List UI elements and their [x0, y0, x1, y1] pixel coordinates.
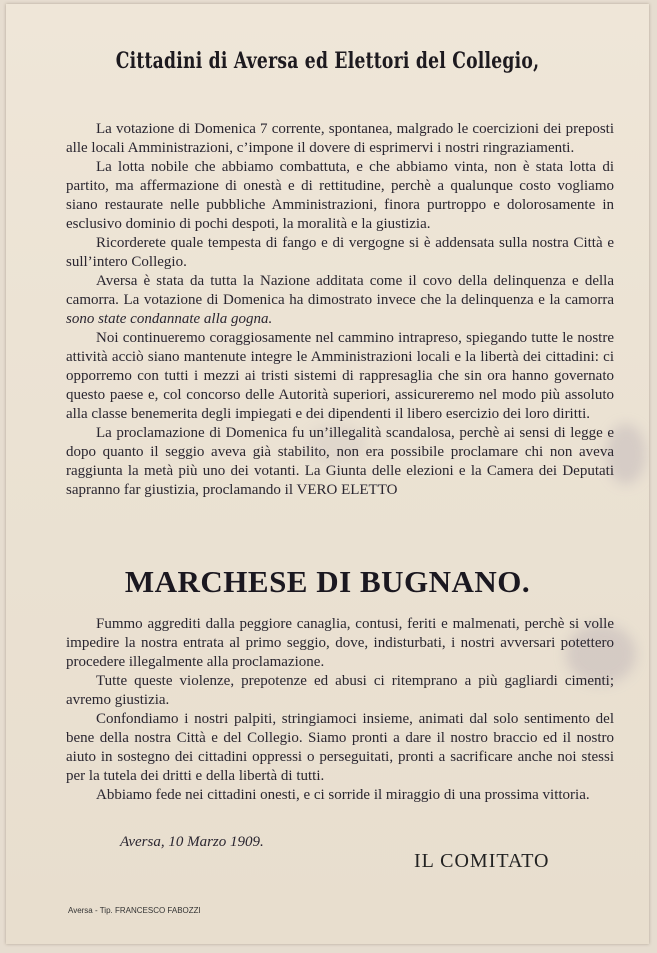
paragraph [66, 272, 614, 329]
paragraph: Noi continueremo coraggiosamente nel cammino intrapreso, spiegando tutte le nostre attività acciò siano mantenute integre le Amministrazioni locali e la libertà dei cittadini: ci opporremo con tutti i mezzi ai tristi sistemi di rappresaglia che sin ora hanno governato questo paese e, col concorso delle Autorità superiori, assicureremo nel modo più assoluto alla classe benemerita degli impiegati e dei dipendenti il libero esercizio dei loro diritti. [66, 330, 614, 422]
body-section-1 [66, 120, 614, 500]
paragraph: La proclamazione di Domenica fu un’illegalità scandalosa, perchè ai sensi di legge e dopo quanto il seggio aveva già stabilito, non era possibile proclamare chi non aveva raggiunta la metà più uno dei votanti. La Giunta delle elezioni e la Camera dei Deputati sapranno far giustizia, proclamando il VERO ELETTO [66, 425, 614, 498]
paragraph: Ricorderete quale tempesta di fango e di vergogne si è addensata sulla nostra Città e sull’intero Collegio. [66, 235, 614, 270]
poster-title: Cittadini di Aversa ed Elettori del Collegio, [115, 48, 540, 74]
candidate-name: MARCHESE DI BUGNANO. [124, 564, 531, 599]
paragraph: Tutte queste violenze, prepotenze ed abusi ci ritemprano a più gagliardi cimenti; avremo giustizia. [66, 673, 614, 708]
date-line: Aversa, 10 Marzo 1909. [120, 834, 264, 850]
paragraph: La lotta nobile che abbiamo combattuta, e che abbiamo vinta, non è stata lotta di partito, ma affermazione di onestà e di rettitudine, perchè a qualunque costo vogliamo siano restaurate nelle pubbliche Amministrazioni, finora purtroppo e dolorosamente in esclusivo dominio di pochi despoti, la moralità e la giustizia. [66, 159, 614, 232]
signature: IL COMITATO [414, 850, 550, 872]
paragraph: La votazione di Domenica 7 corrente, spontanea, malgrado le coercizioni dei preposti alle locali Amministrazioni, c’impone il dovere di esprimervi i nostri ringraziamenti. [66, 121, 614, 156]
poster-sheet [6, 4, 649, 944]
paragraph: Confondiamo i nostri palpiti, stringiamoci insieme, animati dal solo sentimento del bene della nostra Città e del Collegio. Siamo pronti a dare il nostro braccio ed il nostro aiuto in sostegno dei cittadini oppressi o perseguitati, pronti a sacrificare anche noi stessi per la tutela dei dritti e della libertà di tutti. [66, 711, 614, 784]
paragraph-text: Aversa è stata da tutta la Nazione additata come il covo della delinquenza e della camorra. La votazione di Domenica ha dimostrato invece che la delinquenza e la camorra [66, 273, 614, 308]
italic-phrase: sono state condannate alla gogna. [66, 311, 273, 327]
paragraph: Abbiamo fede nei cittadini onesti, e ci sorride il miraggio di una prossima vittoria. [96, 787, 590, 803]
body-section-2 [66, 615, 614, 805]
printer-credit: Aversa - Tip. FRANCESCO FABOZZI [68, 906, 201, 915]
paragraph: Fummo aggrediti dalla peggiore canaglia, contusi, feriti e malmenati, perchè si volle impedire la nostra entrata al primo seggio, dove, indisturbati, i nostri avversari potettero procedere illegalmente alla proclamazione. [66, 616, 614, 670]
